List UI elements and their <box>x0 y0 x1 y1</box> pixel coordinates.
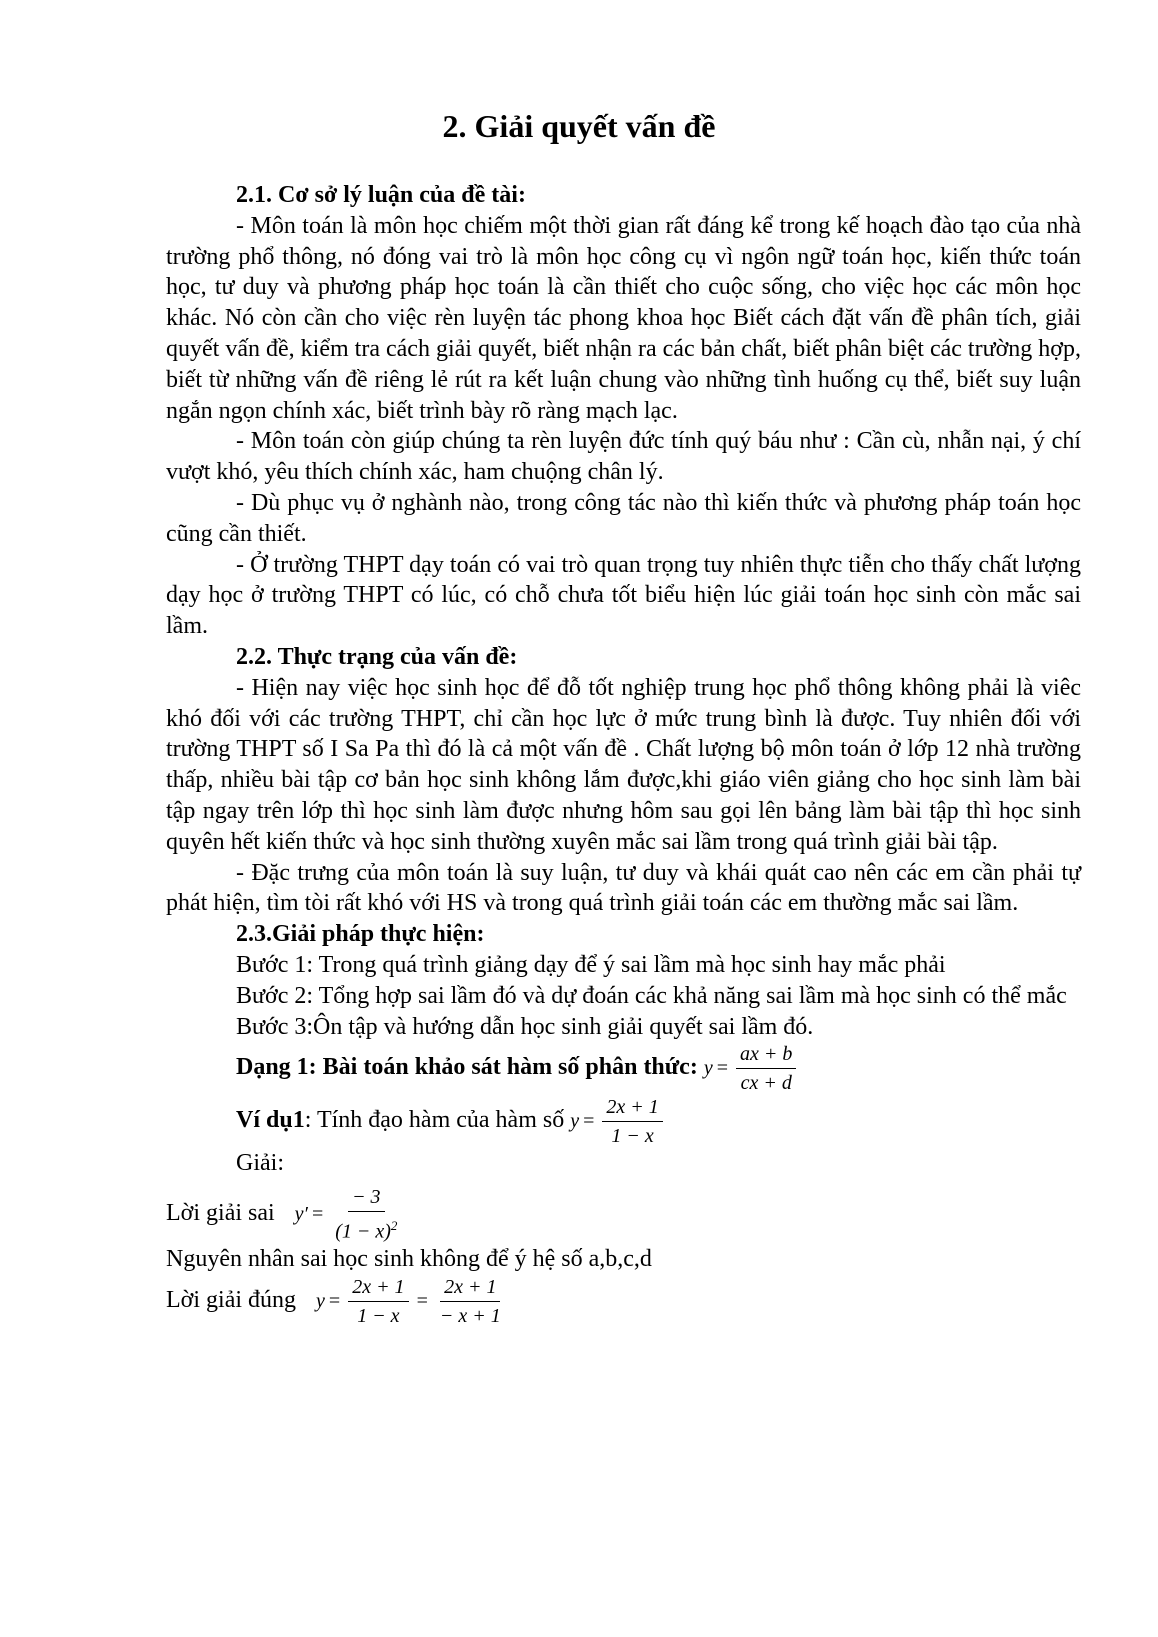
s22-paragraph-2: - Đặc trưng của môn toán là suy luận, tư duy và khái quát cao nên các em cần phải tự phát hiện, tìm tòi rất khó với HS và trong quá trình giải toán các em thường mắc sai lầm. <box>166 859 1081 917</box>
s21-paragraph-1: - Môn toán là môn học chiếm một thời gian rất đáng kể trong kế hoạch đào tạo của nhà trường phổ thông, nó đóng vai trò là môn học công cụ vì ngôn ngữ toán học, kiến thức toán học, tư duy và phương pháp học toán là cần thiết cho cuộc sống, cho việc học các môn học khác. Nó còn cần cho việc rèn luyện tác phong khoa học Biết cách đặt vấn đề phân tích, giải quyết vấn đề, kiểm tra cách giải quyết, biết nhận ra các bản chất, biết phân biệt các trường hợp, biết từ những vấn đề riêng lẻ rút ra kết luận chung vào những tình huống cụ thể, biết suy luận ngắn ngọn chính xác, biết trình bày rõ ràng mạch lạc. <box>166 212 1081 424</box>
fraction-numerator: 2x + 1 <box>440 1275 500 1302</box>
s21-paragraph-3: - Dù phục vụ ở nghành nào, trong công tác nào thì kiến thức và phương pháp toán học cũng cần thiết. <box>166 489 1081 547</box>
fraction <box>436 1275 505 1328</box>
wrong-solution-label: Lời giải sai <box>166 1199 275 1226</box>
formula-equals: = <box>716 1057 728 1080</box>
right-solution-line <box>166 1275 1081 1328</box>
denominator-base: (1 − x) <box>335 1220 391 1243</box>
step-3: Bước 3:Ôn tập và hướng dẫn học sinh giải quyết sai lầm đó. <box>236 1013 814 1040</box>
vi-du-1-line <box>166 1095 1081 1148</box>
formula-equals: = <box>583 1110 595 1133</box>
vi-du-1-text: : Tính đạo hàm của hàm số <box>304 1107 565 1134</box>
right-solution-formula <box>316 1275 509 1328</box>
section-2-3-heading: 2.3.Giải pháp thực hiện: <box>236 921 485 948</box>
s21-paragraph-2: - Môn toán còn giúp chúng ta rèn luyện đức tính quý báu như : Cần cù, nhẫn nại, ý chí vượt khó, yêu thích chính xác, ham chuộng chân lý. <box>166 428 1081 486</box>
fraction <box>602 1095 662 1148</box>
fraction-denominator: − x + 1 <box>439 1304 501 1327</box>
dang-1-formula <box>704 1042 801 1095</box>
fraction-denominator: 1 − x <box>357 1304 400 1327</box>
right-solution-label: Lời giải đúng <box>166 1286 297 1313</box>
vi-du-1-formula <box>570 1095 667 1148</box>
fraction-numerator: 2x + 1 <box>348 1275 408 1302</box>
formula-equals: = <box>311 1203 324 1226</box>
giai-label: Giải: <box>236 1150 284 1177</box>
section-2-2-heading: 2.2. Thực trạng của vấn đề: <box>236 643 518 670</box>
s21-paragraph-4: - Ở trường THPT dạy toán có vai trò quan trọng tuy nhiên thực tiễn cho thấy chất lượng dạy học ở trường THPT có lúc, có chỗ chưa tốt biểu hiện lúc giải toán học sinh còn mắc sai lầm. <box>166 551 1081 640</box>
dang-1-label: Dạng 1: Bài toán khảo sát hàm số phân thức: <box>236 1054 698 1081</box>
document-body <box>166 180 1081 1328</box>
fraction-numerator: − 3 <box>348 1185 385 1212</box>
fraction-denominator: 1 − x <box>611 1125 654 1148</box>
fraction <box>331 1185 401 1244</box>
fraction-numerator: ax + b <box>736 1042 796 1069</box>
wrong-solution-formula <box>295 1185 406 1244</box>
denominator-exponent: 2 <box>390 1218 398 1234</box>
page-title: 2. Giải quyết vấn đề <box>442 108 716 144</box>
fraction-denominator <box>331 1212 401 1244</box>
reason-line: Nguyên nhân sai học sinh không để ý hệ số a,b,c,d <box>166 1245 652 1272</box>
formula-lhs: y′ <box>294 1203 308 1226</box>
section-2-1-heading: 2.1. Cơ sở lý luận của đề tài: <box>236 182 526 208</box>
formula-lhs: y <box>316 1289 325 1312</box>
fraction-numerator: 2x + 1 <box>602 1095 662 1122</box>
formula-lhs: y <box>703 1057 713 1080</box>
fraction-denominator: cx + d <box>740 1072 792 1095</box>
s22-paragraph-1: - Hiện nay việc học sinh học để đỗ tốt nghiệp trung học phổ thông không phải là viêc khó đối với các trường THPT, chỉ cần học lực ở mức trung bình là được. Tuy nhiên đối với trường THPT số I Sa Pa thì đó là cả một vấn đề . Chất lượng bộ môn toán ở lớp 12 nhà trường thấp, nhiều bài tập cơ bản học sinh không lắm được,khi giáo viên giảng cho học sinh làm bài tập ngay trên lớp thì học sinh làm được nhưng hôm sau gọi lên bảng làm bài tập thì học sinh quyên hết kiến thức và học sinh thường xuyên mắc sai lầm trong quá trình giải bài tập. <box>166 674 1081 855</box>
dang-1-line <box>166 1042 1081 1095</box>
wrong-solution-line <box>166 1185 1081 1244</box>
step-1: Bước 1: Trong quá trình giảng dạy để ý sai lầm mà học sinh hay mắc phải <box>236 951 946 978</box>
formula-equals: = <box>416 1289 428 1312</box>
fraction <box>736 1042 796 1095</box>
formula-lhs: y <box>570 1110 580 1133</box>
vi-du-1-label: Ví dụ1 <box>236 1107 305 1134</box>
formula-equals: = <box>328 1289 341 1312</box>
step-2: Bước 2: Tổng hợp sai lầm đó và dự đoán các khả năng sai lầm mà học sinh có thể mắc <box>236 982 1067 1009</box>
fraction <box>348 1275 408 1328</box>
